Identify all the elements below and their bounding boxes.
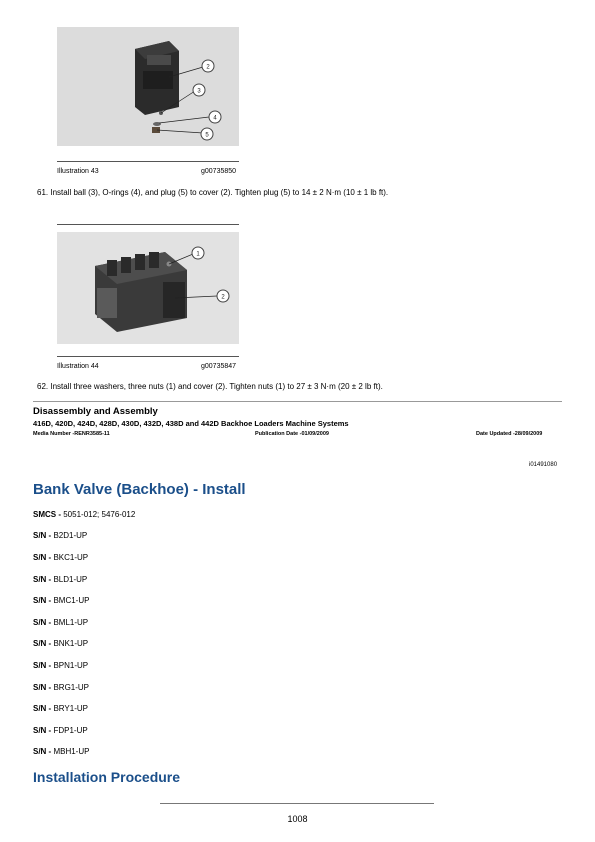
page-number: 1008 xyxy=(287,814,308,824)
serial-item xyxy=(33,575,87,584)
serial-value: FDP1-UP xyxy=(53,726,88,735)
serial-item xyxy=(33,704,88,713)
serial-value: BML1-UP xyxy=(53,618,89,627)
callout-5: 5 xyxy=(205,132,209,139)
serial-label: S/N - xyxy=(33,683,54,692)
serial-value: BKC1-UP xyxy=(53,553,89,562)
step-62: 62. Install three washers, three nuts (1) and cover (2). Tighten nuts (1) to 27 ± 3 N·m (20 ± 2 lb ft). xyxy=(37,382,383,391)
serial-item xyxy=(33,661,88,670)
date-updated: Date Updated -28/09/2009 xyxy=(476,431,543,437)
serial-label: S/N - xyxy=(33,639,54,648)
serial-label: S/N - xyxy=(33,596,54,605)
serial-item xyxy=(33,531,87,540)
serial-label: S/N - xyxy=(33,704,54,713)
callout-1: 1 xyxy=(196,251,200,258)
serial-value: BRY1-UP xyxy=(53,704,88,713)
serial-value: B2D1-UP xyxy=(53,531,88,540)
callout-4: 4 xyxy=(213,115,217,122)
document-id: i01491080 xyxy=(529,462,558,468)
smcs-label: SMCS - xyxy=(33,510,64,519)
serial-label: S/N - xyxy=(33,618,54,627)
serial-item xyxy=(33,683,89,692)
illustration-44-image xyxy=(57,232,239,344)
illustration-43-caption: Illustration 43 xyxy=(57,168,99,175)
step-61: 61. Install ball (3), O-rings (4), and plug (5) to cover (2). Tighten plug (5) to 14 ± 2 N·m (10 ± 1 lb ft). xyxy=(37,188,389,197)
section-title: Bank Valve (Backhoe) - Install xyxy=(33,481,246,498)
header-title: Disassembly and Assembly xyxy=(33,406,158,417)
serial-label: S/N - xyxy=(33,726,54,735)
smcs-line xyxy=(33,510,135,519)
serial-item xyxy=(33,747,89,756)
illustration-43-rule xyxy=(57,161,239,162)
serial-label: S/N - xyxy=(33,531,54,540)
callout-2b: 2 xyxy=(221,294,225,301)
header-subtitle: 416D, 420D, 424D, 428D, 430D, 432D, 438D and 442D Backhoe Loaders Machine Systems xyxy=(33,419,349,428)
serial-label: S/N - xyxy=(33,661,54,670)
serial-item xyxy=(33,618,88,627)
serial-item xyxy=(33,726,88,735)
serial-item xyxy=(33,639,88,648)
illustration-44-top-rule xyxy=(57,224,239,225)
callout-3: 3 xyxy=(197,88,201,95)
header-rule xyxy=(33,401,562,402)
serial-label: S/N - xyxy=(33,575,54,584)
serial-value: BRG1-UP xyxy=(53,683,90,692)
illustration-44-caption: Illustration 44 xyxy=(57,363,99,370)
media-number: Media Number -RENR3585-11 xyxy=(33,431,110,437)
serial-value: MBH1-UP xyxy=(53,747,90,756)
serial-value: BLD1-UP xyxy=(53,575,88,584)
callout-2: 2 xyxy=(206,64,210,71)
serial-item xyxy=(33,553,88,562)
serial-label: S/N - xyxy=(33,747,54,756)
illustration-44-ref: g00735847 xyxy=(201,363,237,370)
serial-value: BMC1-UP xyxy=(53,596,90,605)
footer-rule xyxy=(160,803,434,804)
illustration-43-image xyxy=(57,27,239,146)
publication-date: Publication Date -01/09/2009 xyxy=(255,431,329,437)
illustration-44-rule xyxy=(57,356,239,357)
illustration-43-ref: g00735850 xyxy=(201,168,237,175)
smcs-value: 5051-012; 5476-012 xyxy=(63,510,136,519)
serial-label: S/N - xyxy=(33,553,54,562)
serial-value: BPN1-UP xyxy=(53,661,89,670)
serial-value: BNK1-UP xyxy=(53,639,89,648)
subsection-title: Installation Procedure xyxy=(33,769,181,785)
serial-item xyxy=(33,596,89,605)
